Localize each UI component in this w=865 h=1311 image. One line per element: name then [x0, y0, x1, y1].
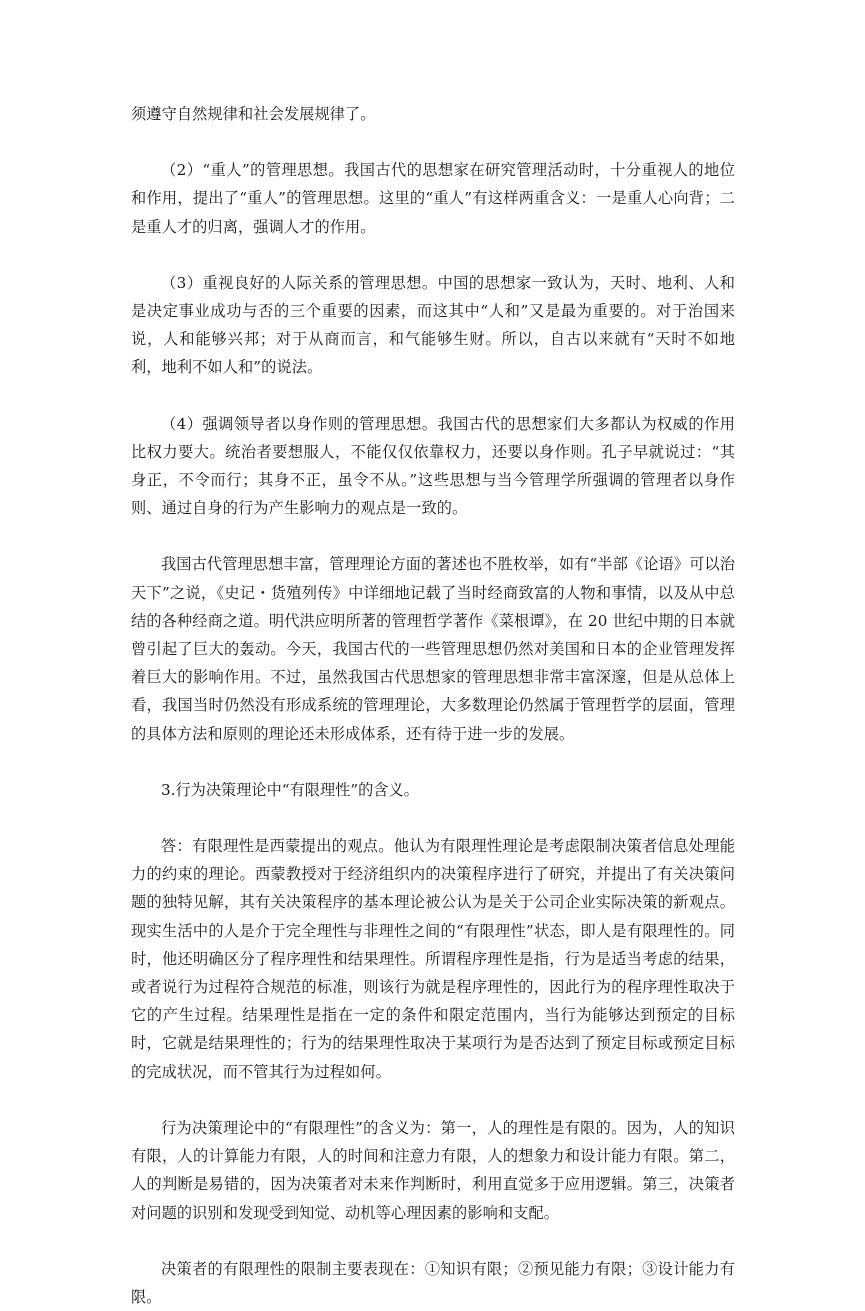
paragraph-gap — [131, 1227, 735, 1255]
paragraph-answer: 答：有限理性是西蒙提出的观点。他认为有限理性理论是考虑限制决策者信息处理能力的约束的理论。西蒙教授对于经济组织内的决策程序进行了研究，并提出了有关决策问题的独特见解，其有关决策程序的基本理论被公认为是关于公司企业实际决策的新观点。现实生活中的人是介于完全理性与非理性之间的“有限理性”状态，即人是有限理性的。同时，他还明确区分了程序理性和结果理性。所谓程序理性是指，行为是适当考虑的结果，或者说行为过程符合规范的标准，则该行为就是程序理性的，因此行为的程序理性取决于它的产生过程。结果理性是指在一定的条件和限定范围内，当行为能够达到预定的目标时，它就是结果理性的；行为的结果理性取决于某项行为是否达到了预定目标或预定目标的完成状况，而不管其行为过程如何。 — [131, 837, 735, 1081]
paragraph-2-ren-thought: （2）“重人”的管理思想。我国古代的思想家在研究管理活动时，十分重视人的地位和作用，提出了“重人”的管理思想。这里的“重人”有这样两重含义：一是重人心向背；二是重人才的归离，强调人才的作用。 — [131, 161, 735, 236]
paragraph-gap — [131, 241, 735, 269]
paragraph-bounded-rationality: 行为决策理论中的“有限理性”的含义为：第一，人的理性是有限的。因为，人的知识有限，人的计算能力有限，人的时间和注意力有限，人的想象力和设计能力有限。第二，人的判断是易错的，因为决策者对未来作判断时，利用直觉多于应用逻辑。第三，决策者对问题的识别和发现受到知觉、动机等心理因素的影响和支配。 — [131, 1118, 735, 1222]
document-page — [131, 100, 735, 1311]
paragraph-limitations: 决策者的有限理性的限制主要表现在：①知识有限；②预见能力有限；③设计能力有限。 — [131, 1259, 735, 1306]
paragraph-gap — [131, 1086, 735, 1114]
paragraph-gap — [131, 748, 735, 776]
paragraph-3-relations: （3）重视良好的人际关系的管理思想。中国的思想家一致认为，天时、地利、人和是决定事业成功与否的三个重要的因素，而这其中“人和”又是最为重要的。对于治国来说，人和能够兴邦；对于从商而言，和气能够生财。所以，自古以来就有“天时不如地利，地利不如人和”的说法。 — [131, 273, 735, 377]
paragraph-4-leadership: （4）强调领导者以身作则的管理思想。我国古代的思想家们大多都认为权威的作用比权力要大。统治者要想服人，不能仅仅依靠权力，还要以身作则。孔子早就说过：“其身正，不令而行；其身不正，虽令不从。”这些思想与当今管理学所强调的管理者以身作则、通过自身的行为产生影响力的观点是一致的。 — [131, 414, 735, 518]
question-heading: 3.行为决策理论中“有限理性”的含义。 — [161, 780, 419, 799]
paragraph-gap — [131, 522, 735, 550]
paragraph-gap — [131, 804, 735, 832]
paragraph-1: 须遵守自然规律和社会发展规律了。 — [131, 105, 376, 123]
paragraph-5-ancient-thought: 我国古代管理思想丰富，管理理论方面的著述也不胜枚举，如有“半部《论语》可以治天下”之说，《史记・货殖列传》中详细地记载了当时经商致富的人物和事情，以及从中总结的各种经商之道。明代洪应明所著的管理哲学著作《菜根谭》，在 20 世纪中期的日本就曾引起了巨大的轰动。今天，我国古代的一些管理思想仍然对美国和日本的企业管理发挥着巨大的影响作用。不过，虽然我国古代思想家的管理思想非常丰富深邃，但是从总体上看，我国当时仍然没有形成系统的管理理论，大多数理论仍然属于管理哲学的层面，管理的具体方法和原则的理论还未形成体系，还有待于进一步的发展。 — [131, 555, 735, 743]
paragraph-gap — [131, 382, 735, 410]
paragraph-gap — [131, 128, 735, 156]
